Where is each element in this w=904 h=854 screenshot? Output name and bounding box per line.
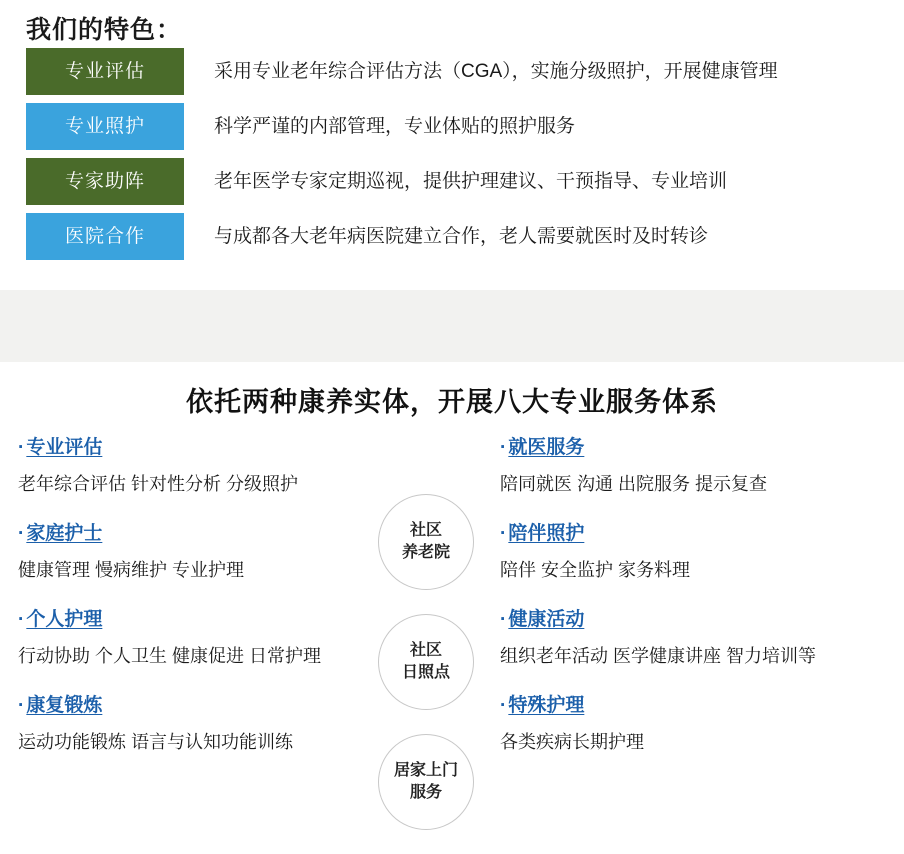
feature-description: 科学严谨的内部管理，专业体贴的照护服务: [214, 116, 576, 137]
feature-row: [26, 48, 878, 95]
service-heading: [500, 604, 830, 631]
bullet-icon: ·: [18, 695, 25, 716]
service-items: 各类疾病长期护理: [500, 732, 644, 752]
feature-tag: 专业照护: [26, 103, 184, 150]
service-heading: [500, 690, 830, 717]
service-block: [500, 432, 830, 496]
service-block: [18, 604, 348, 668]
service-name: 健康活动: [508, 609, 585, 630]
service-items: 老年综合评估 针对性分析 分级照护: [18, 474, 299, 494]
service-items: 组织老年活动 医学健康讲座 智力培训等: [500, 646, 817, 666]
circle-line-2: 日照点: [401, 664, 450, 681]
service-heading: [500, 518, 830, 545]
circle-line-1: 社区: [409, 642, 442, 659]
service-items: 陪伴 安全监护 家务料理: [500, 560, 691, 580]
service-heading: [18, 518, 348, 545]
services-column-left: [18, 432, 348, 776]
service-block: [18, 518, 348, 582]
entity-circles: [378, 494, 498, 854]
bullet-icon: ·: [500, 437, 507, 458]
bullet-icon: ·: [500, 695, 507, 716]
circle-line-1: 居家上门: [393, 762, 458, 779]
bullet-icon: ·: [500, 609, 507, 630]
services-section: [0, 362, 904, 801]
service-items: 陪同就医 沟通 出院服务 提示复查: [500, 474, 768, 494]
circle-line-2: 养老院: [401, 544, 450, 561]
service-items: 行动协助 个人卫生 健康促进 日常护理: [18, 646, 322, 666]
feature-row: [26, 158, 878, 205]
service-items: 运动功能锻炼 语言与认知功能训练: [18, 732, 293, 752]
bullet-icon: ·: [18, 523, 25, 544]
feature-tag: 专业评估: [26, 48, 184, 95]
entity-circle: [378, 734, 474, 830]
service-block: [500, 518, 830, 582]
service-heading: [500, 432, 830, 459]
services-title: 依托两种康养实体，开展八大专业服务体系: [186, 387, 718, 417]
bullet-icon: ·: [18, 437, 25, 458]
service-name: 陪伴照护: [508, 523, 585, 544]
services-column-right: [500, 432, 830, 776]
service-name: 就医服务: [508, 437, 585, 458]
service-name: 个人护理: [26, 609, 103, 630]
service-heading: [18, 432, 348, 459]
feature-description: 采用专业老年综合评估方法（CGA），实施分级照护，开展健康管理: [214, 61, 778, 82]
service-name: 特殊护理: [508, 695, 585, 716]
service-heading: [18, 690, 348, 717]
features-section: [0, 0, 904, 290]
service-name: 康复锻炼: [26, 695, 103, 716]
service-items: 健康管理 慢病维护 专业护理: [18, 560, 245, 580]
services-columns: [0, 432, 904, 801]
service-block: [500, 604, 830, 668]
feature-tag: 专家助阵: [26, 158, 184, 205]
bullet-icon: ·: [18, 609, 25, 630]
bullet-icon: ·: [500, 523, 507, 544]
page-title: 我们的特色：: [26, 16, 183, 44]
feature-row: [26, 103, 878, 150]
circle-line-2: 服务: [409, 784, 442, 801]
entity-circle: [378, 614, 474, 710]
service-block: [18, 432, 348, 496]
feature-description: 老年医学专家定期巡视，提供护理建议、干预指导、专业培训: [214, 171, 728, 192]
feature-row: [26, 213, 878, 260]
service-name: 家庭护士: [26, 523, 103, 544]
circle-line-1: 社区: [409, 522, 442, 539]
service-block: [500, 690, 830, 754]
entity-circle: [378, 494, 474, 590]
service-name: 专业评估: [26, 437, 103, 458]
service-block: [18, 690, 348, 754]
feature-list: [26, 48, 878, 268]
feature-description: 与成都各大老年病医院建立合作，老人需要就医时及时转诊: [214, 226, 709, 247]
section-divider: [0, 290, 904, 362]
feature-tag: 医院合作: [26, 213, 184, 260]
service-heading: [18, 604, 348, 631]
